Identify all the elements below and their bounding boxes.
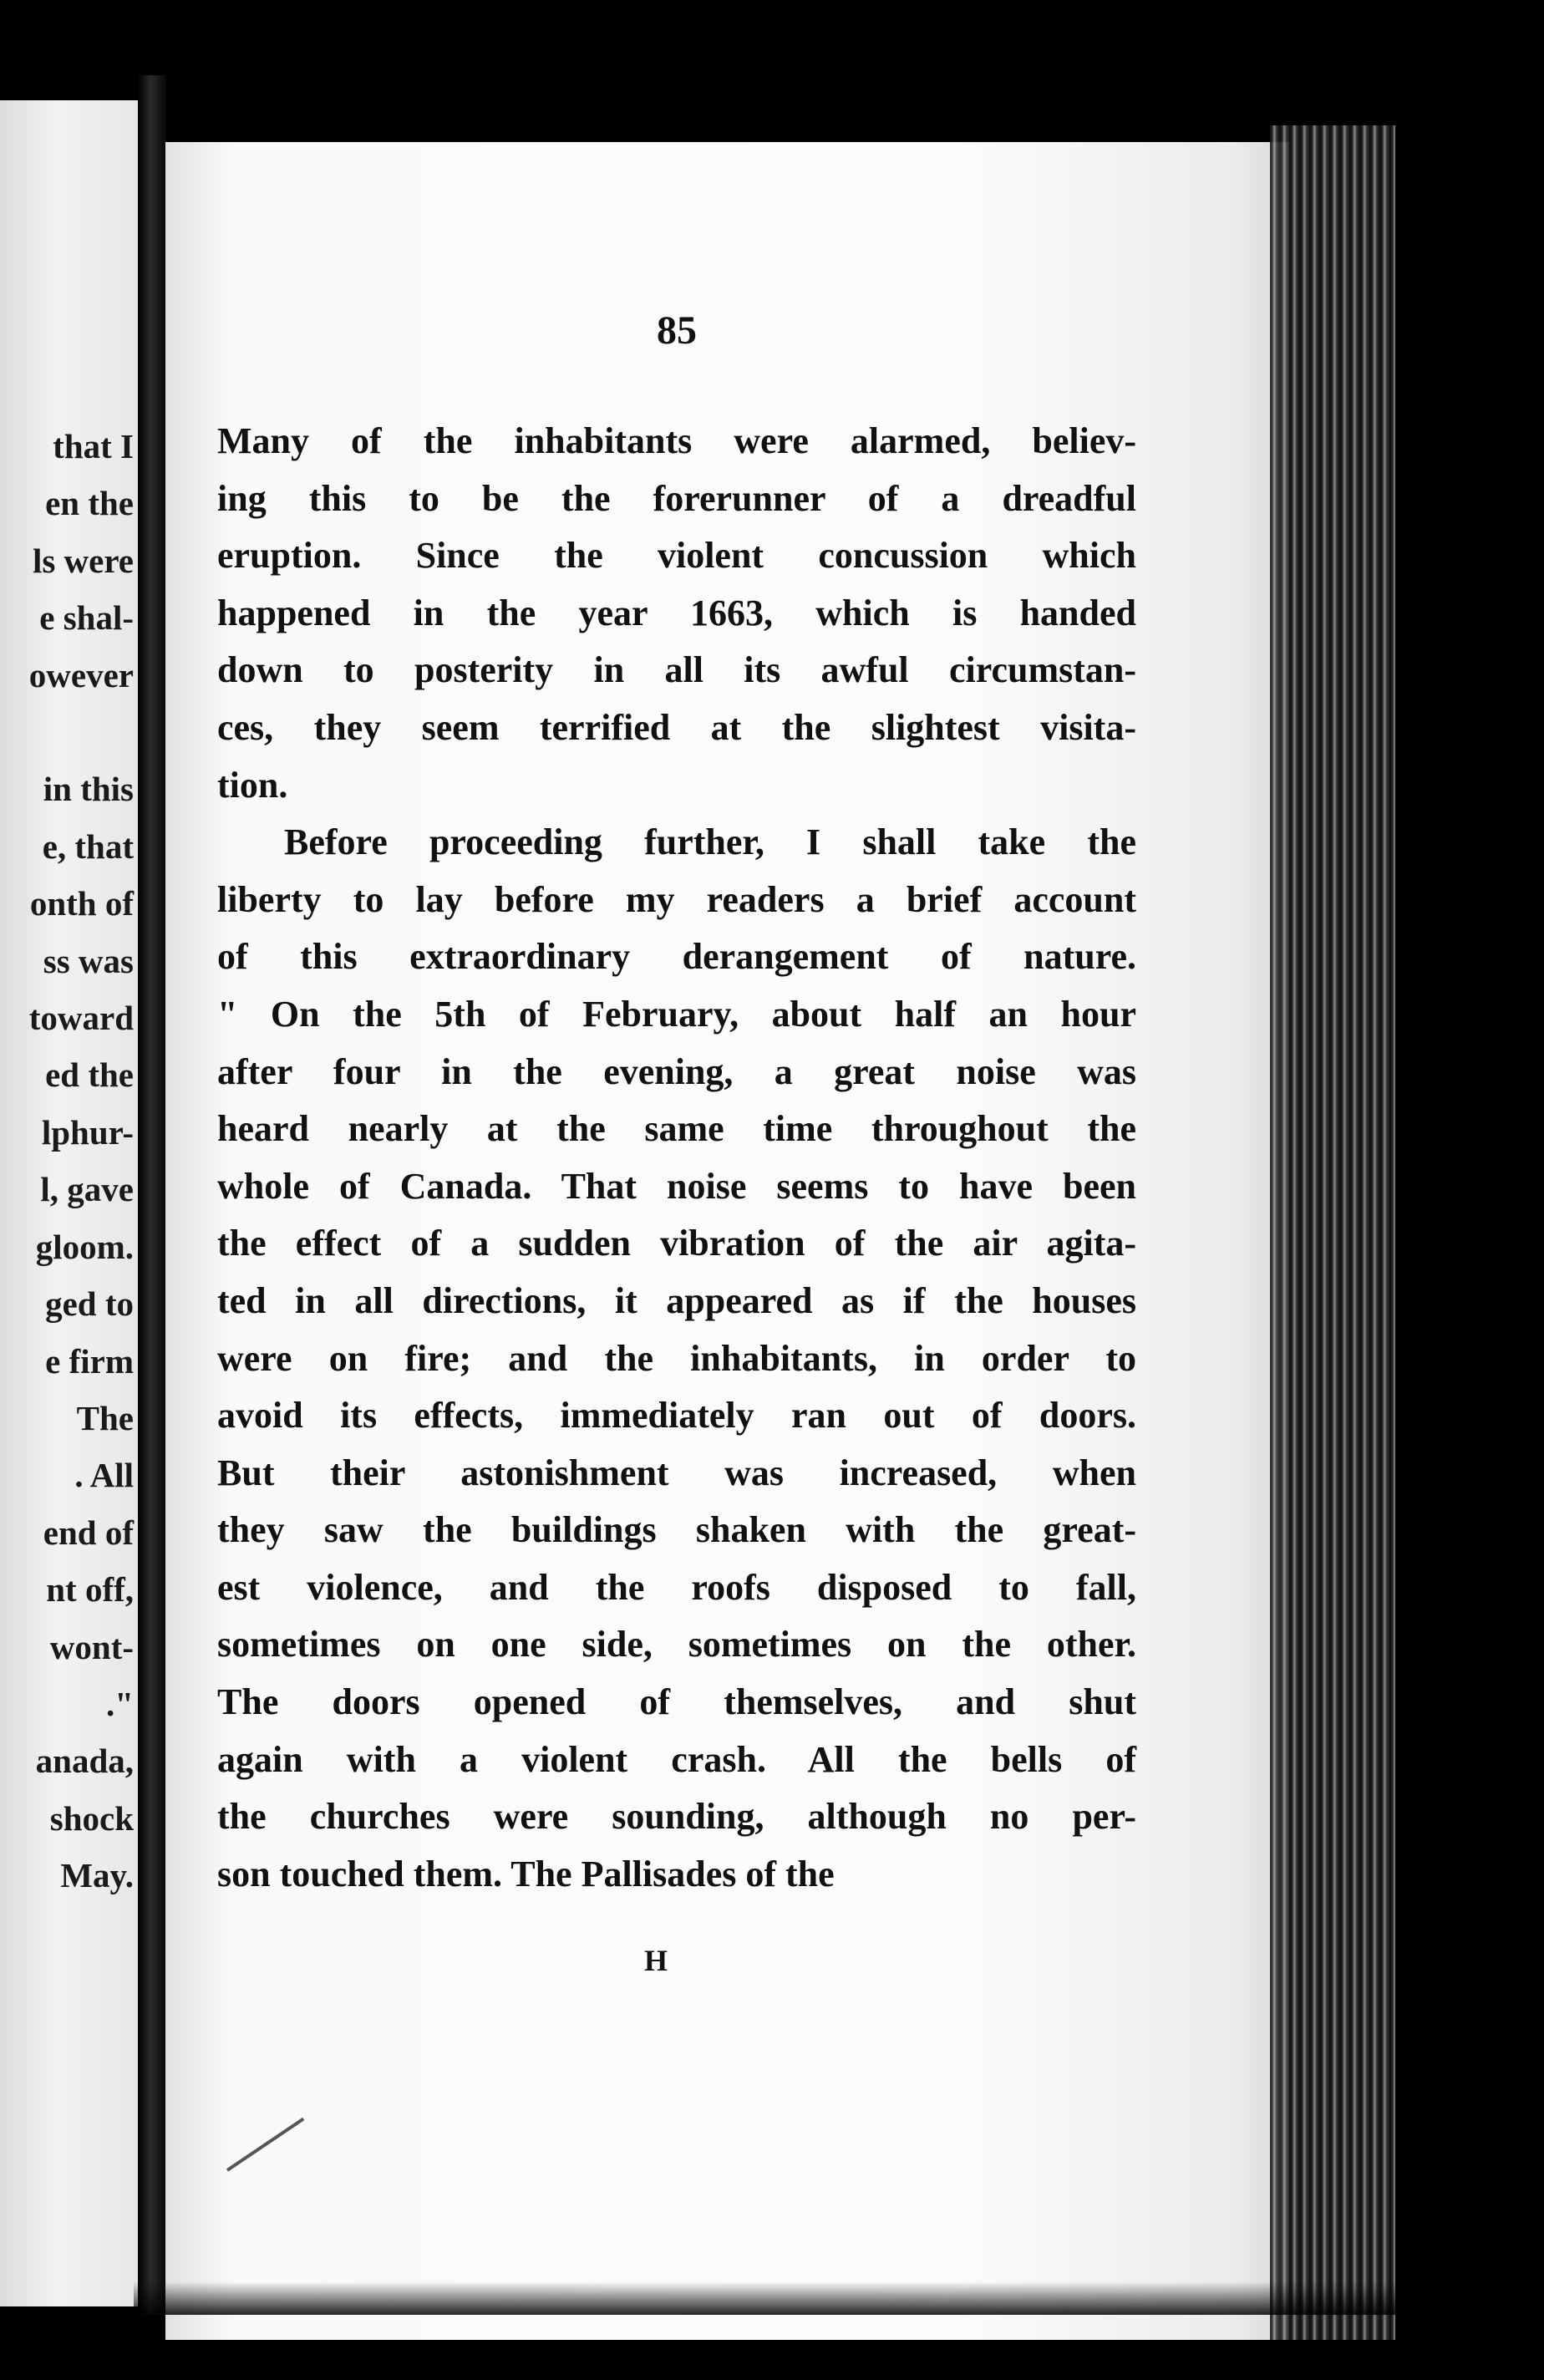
bottom-shadow	[134, 2281, 1404, 2315]
left-page-line: onth of	[29, 884, 134, 923]
left-page-line: e shal-	[39, 598, 134, 638]
left-page-line: May.	[60, 1856, 134, 1895]
text-line: son touched them. The Pallisades of the	[217, 1853, 835, 1894]
left-page-line: The	[76, 1398, 134, 1437]
text-line: ces, they seem terrified at the slightest visita-	[217, 706, 1136, 748]
text-line: happened in the year 1663, which is handed	[217, 592, 1136, 633]
left-page-line: wont-	[49, 1627, 134, 1666]
left-page-line: end of	[43, 1513, 134, 1552]
text-line: down to posterity in all its awful circumstan-	[217, 649, 1136, 691]
left-page-line	[0, 704, 134, 760]
left-page-fragment	[0, 100, 142, 2306]
text-line: " On the 5th of February, about half an hour	[217, 993, 1136, 1035]
left-page-line: anada,	[35, 1742, 134, 1781]
book-gutter	[138, 75, 166, 2315]
left-page-line: nt off,	[46, 1570, 134, 1610]
left-page-line: lphur-	[41, 1112, 134, 1152]
text-line: again with a violent crash. All the bells of	[217, 1738, 1136, 1780]
left-page-text	[0, 418, 134, 1905]
text-line: whole of Canada. That noise seems to have been	[217, 1165, 1136, 1207]
left-page-line: shock	[49, 1798, 134, 1838]
text-line: The doors opened of themselves, and shut	[217, 1681, 1136, 1723]
text-line: sometimes on one side, sometimes on the other.	[217, 1624, 1136, 1665]
text-line: Before proceeding further, I shall take the	[284, 821, 1136, 863]
left-page-line: . All	[74, 1456, 134, 1495]
signature-mark: H	[643, 1944, 668, 1977]
page-body-text	[217, 413, 1136, 1903]
left-page-line: l, gave	[40, 1170, 134, 1209]
text-line: est violence, and the roofs disposed to fall,	[217, 1566, 1136, 1608]
left-page-line: ."	[105, 1684, 134, 1723]
left-page-line: gloom.	[35, 1227, 134, 1266]
text-line: Many of the inhabitants were alarmed, believ-	[217, 420, 1136, 461]
left-page-line: owever	[28, 655, 134, 694]
text-line: they saw the buildings shaken with the great-	[217, 1509, 1136, 1551]
text-line: were on fire; and the inhabitants, in order to	[217, 1337, 1136, 1379]
text-line: liberty to lay before my readers a brief account	[217, 878, 1136, 920]
text-line: after four in the evening, a great noise was	[217, 1050, 1136, 1092]
left-page-line: ged to	[45, 1284, 134, 1324]
left-page-line: in this	[43, 770, 134, 809]
left-page-line: en the	[45, 484, 134, 523]
text-line: But their astonishment was increased, when	[217, 1452, 1136, 1493]
page-number: 85	[657, 308, 697, 353]
text-line: avoid its effects, immediately ran out of doors.	[217, 1395, 1136, 1437]
text-line: tion.	[217, 764, 288, 806]
text-line: ted in all directions, it appeared as if the houses	[217, 1279, 1136, 1321]
text-line: eruption. Since the violent concussion which	[217, 535, 1136, 577]
text-line: the churches were sounding, although no per-	[217, 1796, 1136, 1838]
text-line: ing this to be the forerunner of a dreadful	[217, 477, 1136, 519]
left-page-line: ls were	[32, 541, 134, 580]
left-page-line: e, that	[42, 826, 134, 866]
left-page-line: e firm	[45, 1341, 134, 1381]
text-line: of this extraordinary derangement of nature.	[217, 936, 1136, 978]
left-page-line: toward	[28, 999, 134, 1038]
text-line: heard nearly at the same time throughout the	[217, 1108, 1136, 1150]
text-line: the effect of a sudden vibration of the air agita-	[217, 1223, 1136, 1264]
left-page-line: ss was	[43, 941, 134, 980]
page-edges	[1270, 125, 1395, 2340]
left-page-line: that I	[53, 427, 134, 465]
left-page-line: ed the	[45, 1055, 134, 1095]
